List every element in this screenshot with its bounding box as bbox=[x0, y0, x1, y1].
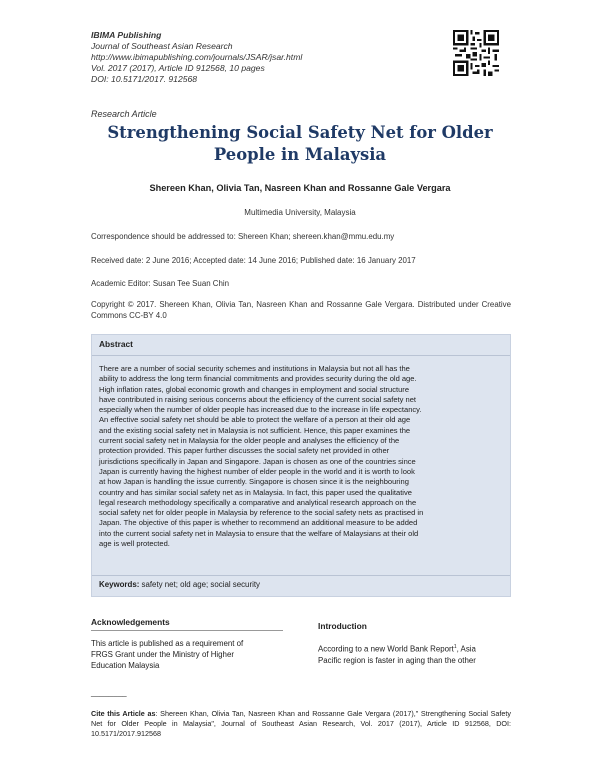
title-line-1: Strengthening Social Safety Net for Older bbox=[107, 123, 493, 142]
intro-line-1-text: According to a new World Bank Report bbox=[318, 644, 454, 654]
paper-title bbox=[60, 122, 540, 166]
intro-line-2: Pacific region is faster in aging than the other bbox=[318, 655, 476, 665]
affiliation: Multimedia University, Malaysia bbox=[244, 208, 356, 217]
abstract-line: jurisdictions specifically in Japan and Singapore. Japan is chosen as one of the countries since bbox=[99, 456, 416, 466]
abstract-line: at how Japan is handling the issue currently. Singapore is chosen since it is the neighbouring bbox=[99, 477, 409, 487]
abstract-line: There are a number of social security schemes and institutions in Malaysia but not all has the bbox=[99, 364, 410, 373]
keywords-list: safety net; old age; social security bbox=[139, 580, 260, 589]
abstract-divider-bottom bbox=[92, 575, 510, 576]
abstract-line: legal research methodology specifically a comparative and analytical research approach on the bbox=[99, 497, 417, 507]
abstract-line: into the current social safety net in Malaysia to ensure that the welfare of Malaysians at their old bbox=[99, 528, 419, 538]
doi: DOI: 10.5171/2017. 912568 bbox=[91, 74, 198, 84]
introduction-heading: Introduction bbox=[318, 621, 367, 631]
ack-line: Education Malaysia bbox=[91, 661, 160, 670]
keywords bbox=[99, 580, 260, 589]
author-list: Shereen Khan, Olivia Tan, Nasreen Khan and Rossanne Gale Vergara bbox=[149, 183, 451, 193]
abstract-text bbox=[99, 364, 503, 549]
abstract-divider-top bbox=[92, 355, 510, 356]
volume-info: Vol. 2017 (2017), Article ID 912568, 10 pages bbox=[91, 63, 265, 73]
abstract-line: Japan. The objective of this paper is whether to recommend an additional measure to be added bbox=[99, 518, 418, 528]
acknowledgements-text bbox=[91, 638, 283, 671]
intro-line-1-end: , Asia bbox=[456, 644, 476, 654]
cite-label: Cite this Article as bbox=[91, 709, 156, 718]
publisher-name: IBIMA Publishing bbox=[91, 30, 162, 40]
citation bbox=[91, 709, 511, 739]
acknowledgements-heading: Acknowledgements bbox=[91, 617, 170, 627]
article-type: Research Article bbox=[91, 109, 157, 119]
ack-line: FRGS Grant under the Ministry of Higher bbox=[91, 650, 234, 659]
abstract-line: High inflation rates, global economic growth and changes in employment and social structure bbox=[99, 384, 410, 394]
journal-url[interactable]: http://www.ibimapublishing.com/journals/JSAR/jsar.html bbox=[91, 52, 303, 62]
keywords-label: Keywords: bbox=[99, 580, 140, 589]
ack-line: This article is published as a requirement of bbox=[91, 639, 244, 648]
dates: Received date: 2 June 2016; Accepted date: 14 June 2016; Published date: 16 January 2017 bbox=[91, 256, 416, 265]
academic-editor: Academic Editor: Susan Tee Suan Chin bbox=[91, 279, 230, 288]
abstract-line: age is well protected. bbox=[99, 539, 170, 549]
qr-code-icon bbox=[453, 30, 499, 76]
abstract-line: ability to address the long term financial commitments and provides security during the old age. bbox=[99, 374, 417, 384]
title-line-2: People in Malaysia bbox=[213, 145, 387, 164]
abstract-line: Japan is currently having the highest number of elder people in the world and it is worth to look bbox=[99, 466, 415, 476]
abstract-line: social safety net for older people in Malaysia by reference to the social safety nets as practised in bbox=[99, 508, 424, 518]
abstract-line: have contributed in raising serious concerns about the efficiency of the current social safety net bbox=[99, 394, 417, 404]
abstract-line: and the existing social safety net in Malaysia is not sufficient. Hence, this paper examines the bbox=[99, 425, 411, 435]
intro-line-1 bbox=[318, 642, 512, 655]
footnote-rule: ________ bbox=[91, 688, 127, 697]
abstract-line: country and has similar social safety net as in Malaysia. In fact, this paper used the qualitative bbox=[99, 487, 412, 497]
cite-text: : Shereen Khan, Olivia Tan, Nasreen Khan and Rossanne Gale Vergara (2017)," Strengthening Social Safety Net for Older People in Malaysia", Journal of Southeast Asian Research, Vol. 2017 (2017), Article ID 912568, DOI: 10.5171/2017.912568 bbox=[91, 709, 511, 738]
journal-header bbox=[91, 30, 302, 85]
abstract-line: protection provided. This paper further discusses the social safety net provided in other bbox=[99, 446, 390, 456]
copyright: Copyright © 2017. Shereen Khan, Olivia Tan, Nasreen Khan and Rossanne Gale Vergara. Distributed under Creative Commons CC-BY 4.0 bbox=[91, 300, 511, 320]
introduction-text bbox=[318, 642, 512, 666]
abstract-line: current social safety net in Malaysia for the older people and analyses the efficiency of the bbox=[99, 436, 400, 446]
correspondence: Correspondence should be addressed to: Shereen Khan; shereen.khan@mmu.edu.my bbox=[91, 232, 395, 241]
acknowledgements-rule bbox=[91, 630, 283, 631]
footnote-ref[interactable]: 1 bbox=[453, 644, 457, 650]
abstract-line: An effective social safety net should be able to protect the welfare of a person at their old age bbox=[99, 415, 411, 425]
abstract-line: especially when the number of older people has increased due to the increase in life expectancy. bbox=[99, 405, 422, 415]
journal-name: Journal of Southeast Asian Research bbox=[91, 41, 233, 51]
abstract-heading: Abstract bbox=[99, 339, 133, 349]
